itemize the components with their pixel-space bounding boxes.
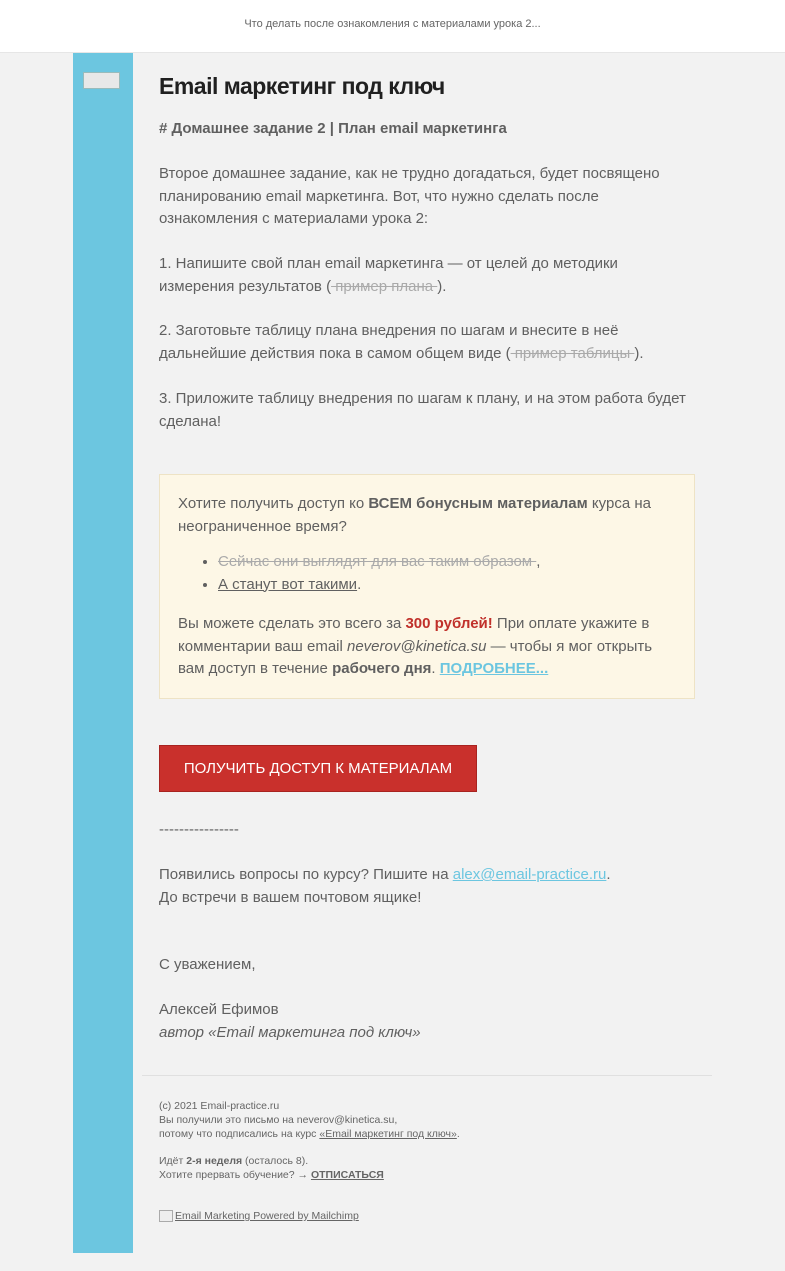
footer-copyright: (c) 2021 Email-practice.ru [159,1100,280,1112]
homework-subtitle: # Домашнее задание 2 | План email маркетинга [159,120,507,137]
list-item: • Сейчас они выглядят для вас таким образом , [218,551,540,574]
author-name: Алексей Ефимов [159,1001,279,1018]
promo-question: Хотите получить доступ ко ВСЕМ бонусным материалам курса на неограниченное время? [178,495,651,535]
sidebar-accent [73,53,133,1253]
mailchimp-badge-icon [159,1210,173,1222]
preheader-bar [0,0,785,53]
footer-received: Вы получили это письмо на neverov@kinetica.su, [159,1114,398,1126]
logo-image-icon [83,72,120,89]
table-example-link[interactable]: пример таблицы [510,344,635,362]
dashes-separator: ---------------- [159,821,239,838]
more-details-link[interactable]: ПОДРОБНЕЕ... [439,660,549,677]
preheader-text: Что делать после ознакомления с материалами урока 2... [244,18,541,30]
footer-divider [142,1075,712,1076]
plan-example-link[interactable]: пример плана [331,277,438,295]
regards-line: С уважением, [159,956,256,973]
footer-progress [159,1154,695,1182]
course-link[interactable]: «Email маркетинг под ключ» [319,1128,457,1140]
bonus-promo-box [159,474,695,699]
mailchimp-link[interactable]: Email Marketing Powered by Mailchimp [175,1210,359,1222]
email-content [142,53,712,1253]
price-value: 300 рублей! [405,615,493,632]
step-1: 1. Напишите свой план email маркетинга — от целей до методики измерения результатов ( пример плана ). [159,255,618,295]
intro-paragraph: Второе домашнее задание, как не трудно догадаться, будет посвящено планированию email маркетинга. Вот, что нужно сделать после ознакомления с материалами урока 2: [159,165,660,227]
step-3: 3. Приложите таблицу внедрения по шагам к плану, и на этом работа будет сделана! [159,390,686,430]
list-item: • А станут вот такими. [218,574,540,597]
get-access-button[interactable]: ПОЛУЧИТЬ ДОСТУП К МАТЕРИАЛАМ [159,745,477,792]
footer [159,1099,695,1141]
see-you-line: До встречи в вашем почтовом ящике! [159,888,422,906]
step-2: 2. Заготовьте таблицу плана внедрения по шагам и внесите в неё дальнейшие действия пока в самом общем виде ( пример таблицы ). [159,322,644,362]
promo-list [178,551,540,596]
week-status: Идёт 2-я неделя (осталось 8). [159,1155,309,1167]
mailchimp-badge[interactable] [159,1209,695,1223]
price-paragraph: Вы можете сделать это всего за 300 рублей! При оплате укажите в комментарии ваш email neverov@kinetica.su — чтобы я мог открыть вам доступ в течение рабочего дня. ПОДРОБНЕЕ... [178,615,653,677]
footer-because: потому что подписались на курс «Email маркетинг под ключ». [159,1128,460,1140]
contact-email-link[interactable]: alex@email-practice.ru [452,866,607,883]
future-look-link[interactable]: А станут вот такими [218,575,358,593]
questions-line: Появились вопросы по курсу? Пишите на alex@email-practice.ru. [159,866,611,883]
stop-line: Хотите прервать обучение? → ОТПИСАТЬСЯ [159,1169,384,1181]
author-role: автор «Email маркетинга под ключ» [159,1023,421,1041]
unsubscribe-link[interactable]: ОТПИСАТЬСЯ [310,1169,384,1181]
email-title: Email маркетинг под ключ [159,73,445,99]
current-look-link[interactable]: Сейчас они выглядят для вас таким образом [218,553,537,570]
